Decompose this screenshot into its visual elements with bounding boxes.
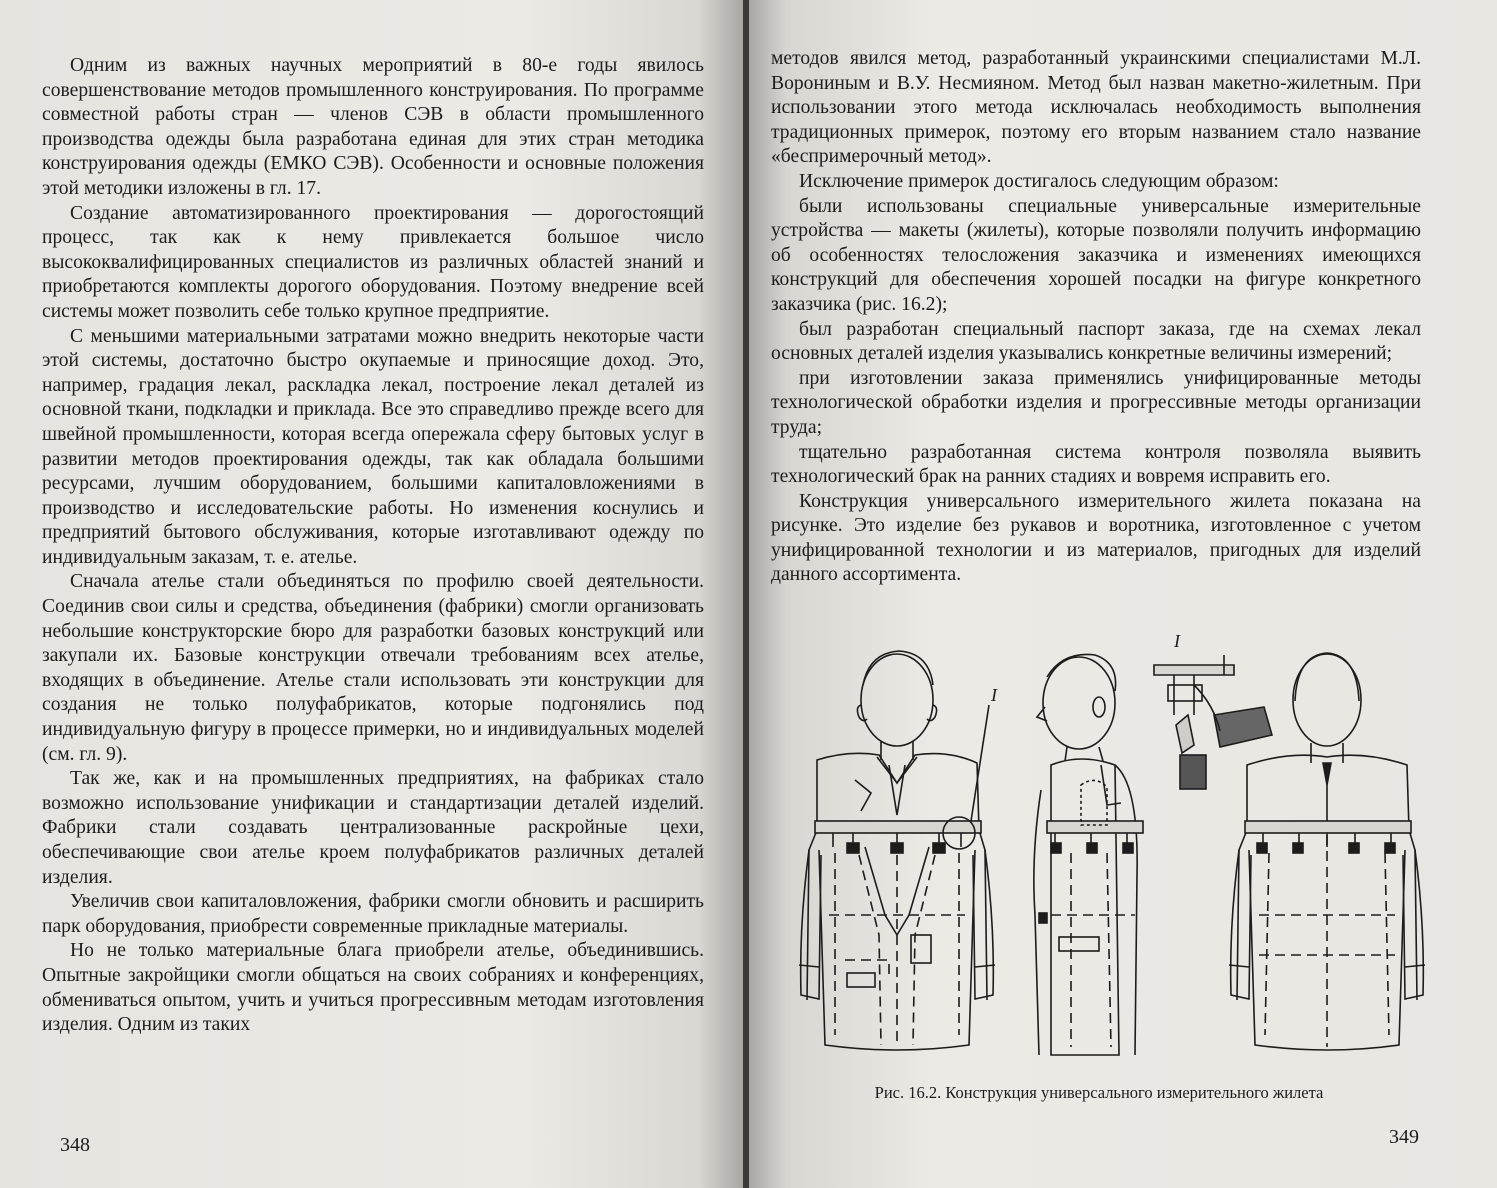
paragraph: тщательно разработанная система контроля позволяла выявить технологический брак на ранних стадиях и вовремя исправить его. [771, 441, 1421, 488]
page-number-right: 349 [1389, 1126, 1419, 1148]
vest-illustration [789, 615, 1439, 1085]
paragraph: С меньшими материальными затратами можно внедрить некоторые части этой системы, достаточно быстро окупаемые и приносящие доход. Это, например, градация лекал, раскладка лекал, построение лекал деталей из основной ткани, подкладки и приклада. Все это справедливо прежде всего для швейной промышленности, которая всегда опережала сферу бытовых услуг в развитии методов проектирования одежды, так как обладала большими ресурсами, лучшим оборудованием, большими капиталовложениями в производство и исследовательские работы. Но изменения коснулись и предприятий бытового обслуживания, которые изготавливают одежду по индивидуальным заказам, т. е. ателье. [42, 325, 704, 568]
paragraph: Но не только материальные блага приобрели ателье, объединившись. Опытные закройщики смогли общаться на своих собраниях и конференциях, обмениваться опытом, учить и учиться прогрессивным методам изготовления изделия. Одним из таких [42, 940, 704, 1036]
paragraph: Так же, как и на промышленных предприятиях, на фабриках стало возможно использование унификации и стандартизации деталей изделий. Фабрики стали создавать централизованные раскройные цехи, обеспечивающие свои ателье кроем полуфабрикатов различных деталей изделия. [42, 768, 704, 888]
paragraph: Исключение примерок достигалось следующим образом: [799, 170, 1279, 192]
paragraph: Одним из важных научных мероприятий в 80-е годы явилось совершенствование методов промышленного конструирования. По программе совместной работы стран — членов СЭВ в области промышленного производства одежды была разработана единая для этих стран методика конструирования одежды (ЕМКО СЭВ). Особенности и основные положения этой методики изложены в гл. 17. [42, 55, 704, 199]
figure-label-main: I [991, 685, 997, 705]
paragraph: Конструкция универсального измерительного жилета показана на рисунке. Это изделие без рукавов и воротника, изготовленное с учетом унифицированной технологии и из материалов, пригодных для изделий данного ассортимента. [771, 490, 1421, 586]
paragraph-continuation: методов явился метод, разработанный украинскими специалистами М.Л. Ворониным и В.У. Несмияном. Метод был назван макетно-жилетным. При использовании этого метода исключалась необходимость выполнения традиционных примерок, поэтому его вторым названием стало название «беспримерочный метод». [771, 48, 1421, 168]
right-page-text [771, 47, 1421, 588]
page-number-left: 348 [60, 1134, 90, 1156]
figure-label-detail: I [1174, 631, 1180, 651]
paragraph: были использованы специальные универсальные измерительные устройства — макеты (жилеты), которые позволяли получить информацию об особенностях телосложения заказчика и изменениях имеющихся конструкций для обеспечения хорошей посадки на фигуре конкретного заказчика (рис. 16.2); [771, 195, 1421, 315]
paragraph: Создание автоматизированного проектирования — дорогостоящий процесс, так как к нему привлекается большое число высококвалифицированных специалистов из различных областей знаний и приобретаются комплекты дорогого оборудования. Поэтому внедрение всей системы может позволить себе только крупное предприятие. [42, 202, 704, 322]
detail-callout [1154, 655, 1272, 789]
side-view-figure [1034, 654, 1143, 1055]
right-page [749, 0, 1497, 1188]
paragraph: Увеличив свои капиталовложения, фабрики смогли обновить и расширить парк оборудования, приобрести современные прикладные материалы. [42, 891, 704, 937]
figure-caption: Рис. 16.2. Конструкция универсального измерительного жилета [874, 1083, 1324, 1102]
left-page-text [42, 54, 704, 1038]
left-page [0, 0, 743, 1188]
paragraph: Сначала ателье стали объединяться по профилю своей деятельности. Соединив свои силы и средства, объединения (фабрики) смогли организовать небольшие конструкторские бюро для разработки базовых конструкций или закупали их. Базовые конструкции отвечали требованиям всех ателье, входящих в объединение. Ателье стали использовать эти конструкции для создания не только полуфабрикатов, которые подгонялись под индивидуальную фигуру в процессе примерки, но и индивидуальных моделей (см. гл. 9). [42, 571, 704, 765]
paragraph: был разработан специальный паспорт заказа, где на схемах лекал основных деталей изделия указывались конкретные величины измерений; [771, 318, 1421, 365]
paragraph: при изготовлении заказа применялись унифицированные методы технологической обработки изделия и прогрессивные методы организации труда; [771, 367, 1421, 438]
front-view-figure [799, 651, 995, 1050]
